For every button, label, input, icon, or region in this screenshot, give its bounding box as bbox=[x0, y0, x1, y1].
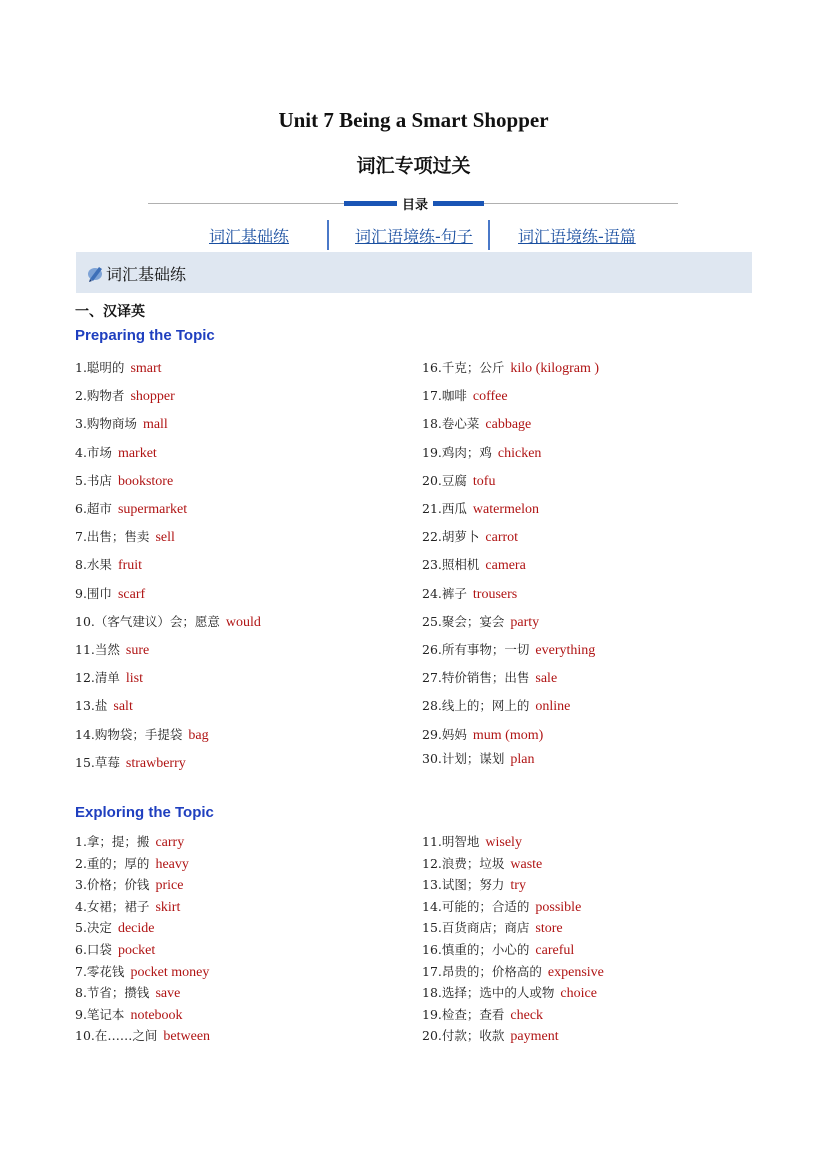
vocab-english-answer: bookstore bbox=[117, 473, 174, 489]
vocab-chinese: 16.慎重的；小心的 bbox=[422, 942, 530, 957]
vocab-english-answer: expensive bbox=[547, 964, 604, 980]
vocab-english-answer: mall bbox=[142, 417, 168, 433]
vocab-chinese: 30.计划；谋划 bbox=[422, 750, 505, 766]
vocab-english-answer: supermarket bbox=[117, 502, 188, 517]
vocab-chinese: 24.裤子 bbox=[422, 585, 467, 601]
vocab-english-answer: camera bbox=[485, 558, 526, 574]
vocab-chinese: 23.照相机 bbox=[422, 557, 480, 573]
vocab-english-answer: careful bbox=[535, 943, 575, 958]
vocab-english-answer: scarf bbox=[117, 586, 146, 602]
vocab-item bbox=[422, 529, 518, 546]
vocab-chinese: 20.付款；收款 bbox=[422, 1028, 505, 1044]
vocab-chinese: 1.拿；提；搬 bbox=[75, 834, 150, 849]
vocab-english-answer: between bbox=[163, 1029, 211, 1045]
vocab-english-answer: chicken bbox=[497, 445, 542, 461]
part-title: 一、汉译英 bbox=[75, 304, 145, 320]
vocab-item bbox=[422, 416, 531, 433]
vocab-item bbox=[422, 557, 526, 574]
vocab-english-answer: list bbox=[125, 671, 144, 687]
vocab-english-answer: possible bbox=[535, 899, 582, 915]
vocab-item bbox=[422, 698, 570, 715]
vocab-english-answer: save bbox=[155, 986, 181, 1002]
vocab-item bbox=[422, 856, 542, 873]
pen-icon bbox=[86, 264, 104, 286]
vocab-english-answer: trousers bbox=[472, 586, 518, 602]
vocab-english-answer: wisely bbox=[485, 835, 522, 850]
vocab-chinese: 1.聪明的 bbox=[75, 360, 125, 375]
vocab-item bbox=[422, 964, 604, 981]
vocab-item bbox=[422, 388, 508, 405]
vocab-chinese: 4.市场 bbox=[75, 444, 112, 460]
toc-separator bbox=[327, 220, 329, 250]
page-subtitle: 词汇专项过关 bbox=[356, 155, 471, 177]
vocab-item bbox=[422, 670, 557, 687]
vocab-item bbox=[422, 985, 597, 1002]
vocab-chinese: 6.超市 bbox=[75, 501, 112, 516]
vocab-chinese: 5.书店 bbox=[75, 472, 112, 488]
vocab-item bbox=[422, 642, 595, 659]
vocab-chinese: 15.百货商店；商店 bbox=[422, 920, 530, 936]
vocab-item bbox=[75, 501, 187, 518]
vocab-chinese: 7.出售；售卖 bbox=[75, 529, 150, 545]
vocab-chinese: 10.在……之间 bbox=[75, 1028, 158, 1044]
section-header bbox=[76, 252, 752, 293]
vocab-chinese: 17.昂贵的；价格高的 bbox=[422, 963, 542, 979]
vocab-english-answer: everything bbox=[535, 643, 596, 658]
vocab-item bbox=[75, 642, 149, 659]
vocab-item bbox=[75, 557, 142, 574]
vocab-item bbox=[75, 529, 175, 546]
vocab-english-answer: pocket bbox=[117, 943, 156, 958]
vocab-english-answer: store bbox=[535, 921, 563, 937]
vocab-english-answer: try bbox=[510, 878, 526, 894]
vocab-chinese: 11.明智地 bbox=[422, 834, 480, 849]
vocab-english-answer: smart bbox=[130, 361, 162, 376]
vocab-item bbox=[75, 388, 175, 405]
vocab-chinese: 9.笔记本 bbox=[75, 1006, 125, 1022]
vocab-english-answer: payment bbox=[510, 1029, 559, 1045]
vocab-english-answer: bag bbox=[188, 727, 209, 743]
vocab-chinese: 3.购物商场 bbox=[75, 416, 137, 432]
vocab-chinese: 2.重的；厚的 bbox=[75, 855, 150, 871]
vocab-item bbox=[75, 964, 209, 981]
vocab-chinese: 10.（客气建议）会；愿意 bbox=[75, 613, 220, 629]
vocab-chinese: 13.试图；努力 bbox=[422, 877, 505, 893]
vocab-item bbox=[75, 698, 133, 715]
vocab-chinese: 28.线上的；网上的 bbox=[422, 698, 530, 714]
vocab-chinese: 20.豆腐 bbox=[422, 472, 467, 488]
vocab-item bbox=[75, 985, 180, 1002]
vocab-english-answer: market bbox=[117, 445, 157, 461]
vocab-english-answer: sell bbox=[155, 530, 175, 546]
vocab-english-answer: salt bbox=[113, 699, 133, 715]
vocab-chinese: 25.聚会；宴会 bbox=[422, 613, 505, 629]
vocab-chinese: 14.可能的；合适的 bbox=[422, 898, 530, 914]
vocab-item bbox=[422, 751, 535, 768]
vocab-item bbox=[75, 416, 168, 433]
vocab-item bbox=[422, 586, 517, 603]
vocab-english-answer: fruit bbox=[117, 558, 143, 574]
vocab-english-answer: check bbox=[510, 1007, 544, 1023]
vocab-chinese: 16.千克；公斤 bbox=[422, 360, 505, 375]
vocab-chinese: 21.西瓜 bbox=[422, 501, 467, 516]
section-title: 词汇基础练 bbox=[106, 265, 187, 284]
vocab-english-answer: sure bbox=[125, 643, 150, 658]
vocab-item bbox=[75, 877, 183, 894]
vocab-english-answer: strawberry bbox=[125, 755, 186, 771]
vocab-item bbox=[75, 360, 162, 377]
vocab-item bbox=[422, 501, 539, 518]
vocab-item bbox=[75, 614, 261, 631]
vocab-english-answer: carrot bbox=[485, 530, 519, 546]
vocab-chinese: 27.特价销售；出售 bbox=[422, 670, 530, 686]
vocab-chinese: 18.选择；选中的人或物 bbox=[422, 985, 555, 1001]
vocab-item bbox=[75, 899, 180, 916]
toc-link-sentence[interactable]: 词汇语境练-句子 bbox=[355, 227, 473, 246]
vocab-chinese: 2.购物者 bbox=[75, 388, 125, 404]
topic-heading: Preparing the Topic bbox=[75, 327, 215, 344]
vocab-english-answer: price bbox=[155, 878, 184, 894]
page-title: Unit 7 Being a Smart Shopper bbox=[278, 108, 549, 132]
vocab-item bbox=[422, 942, 574, 959]
vocab-item bbox=[422, 727, 543, 744]
toc-accent-bar-right bbox=[429, 201, 484, 206]
vocab-english-answer: notebook bbox=[130, 1007, 183, 1023]
toc-link-passage[interactable]: 词汇语境练-语篇 bbox=[518, 227, 636, 246]
vocab-english-answer: cabbage bbox=[485, 417, 532, 433]
vocab-item bbox=[422, 920, 563, 937]
vocab-item bbox=[75, 942, 155, 959]
vocab-chinese: 17.咖啡 bbox=[422, 388, 467, 404]
vocab-chinese: 14.购物袋；手提袋 bbox=[75, 726, 183, 742]
vocab-english-answer: kilo (kilogram ) bbox=[510, 361, 600, 376]
vocab-chinese: 8.水果 bbox=[75, 557, 112, 573]
vocab-chinese: 12.清单 bbox=[75, 670, 120, 686]
vocab-item bbox=[75, 834, 184, 851]
vocab-item bbox=[75, 473, 173, 490]
vocab-chinese: 8.节省；攒钱 bbox=[75, 985, 150, 1001]
vocab-item bbox=[422, 1028, 559, 1045]
toc-label: 目录 bbox=[397, 194, 433, 213]
vocab-chinese: 18.卷心菜 bbox=[422, 416, 480, 432]
vocab-english-answer: sale bbox=[535, 671, 558, 687]
vocab-item bbox=[75, 670, 143, 687]
vocab-chinese: 13.盐 bbox=[75, 698, 108, 714]
vocab-item bbox=[422, 445, 541, 462]
vocab-item bbox=[422, 877, 526, 894]
vocab-item bbox=[75, 445, 157, 462]
vocab-chinese: 19.鸡肉；鸡 bbox=[422, 444, 492, 460]
vocab-item bbox=[422, 834, 522, 851]
vocab-item bbox=[75, 755, 186, 772]
vocab-chinese: 4.女裙；裙子 bbox=[75, 898, 150, 914]
vocab-chinese: 26.所有事物；一切 bbox=[422, 642, 530, 657]
vocab-item bbox=[422, 473, 495, 490]
toc-link-basic[interactable]: 词汇基础练 bbox=[209, 227, 290, 246]
vocab-item bbox=[75, 586, 145, 603]
vocab-chinese: 22.胡萝卜 bbox=[422, 529, 480, 545]
vocab-chinese: 9.围巾 bbox=[75, 585, 112, 601]
vocab-chinese: 5.决定 bbox=[75, 920, 112, 936]
vocab-item bbox=[75, 727, 209, 744]
vocab-item bbox=[422, 614, 539, 631]
vocab-chinese: 15.草莓 bbox=[75, 754, 120, 770]
vocab-item bbox=[75, 856, 189, 873]
vocab-chinese: 19.检查；查看 bbox=[422, 1006, 505, 1022]
vocab-english-answer: waste bbox=[510, 856, 543, 872]
toc-accent-bar-left bbox=[344, 201, 401, 206]
vocab-chinese: 7.零花钱 bbox=[75, 963, 125, 979]
vocab-chinese: 3.价格；价钱 bbox=[75, 877, 150, 893]
vocab-english-answer: skirt bbox=[155, 899, 181, 915]
vocab-english-answer: heavy bbox=[155, 856, 189, 872]
vocab-chinese: 11.当然 bbox=[75, 642, 120, 657]
vocab-english-answer: carry bbox=[155, 835, 185, 850]
topic-heading: Exploring the Topic bbox=[75, 804, 214, 821]
vocab-english-answer: shopper bbox=[130, 389, 175, 405]
vocab-english-answer: plan bbox=[510, 751, 535, 767]
vocab-item bbox=[75, 1007, 183, 1024]
vocab-item bbox=[422, 360, 599, 377]
vocab-chinese: 29.妈妈 bbox=[422, 726, 467, 742]
vocab-item bbox=[422, 899, 581, 916]
vocab-english-answer: party bbox=[510, 614, 540, 630]
vocab-chinese: 6.口袋 bbox=[75, 942, 112, 957]
vocab-english-answer: watermelon bbox=[472, 502, 539, 517]
vocab-english-answer: would bbox=[225, 614, 261, 630]
vocab-english-answer: coffee bbox=[472, 389, 508, 405]
vocab-english-answer: decide bbox=[117, 921, 155, 937]
vocab-item bbox=[75, 1028, 210, 1045]
vocab-english-answer: mum (mom) bbox=[472, 727, 544, 743]
vocab-english-answer: pocket money bbox=[130, 964, 210, 980]
vocab-english-answer: choice bbox=[560, 986, 597, 1002]
vocab-item bbox=[422, 1007, 543, 1024]
vocab-english-answer: tofu bbox=[472, 473, 496, 489]
toc-separator bbox=[488, 220, 490, 250]
vocab-english-answer: online bbox=[535, 699, 571, 715]
vocab-item bbox=[75, 920, 154, 937]
vocab-chinese: 12.浪费；垃圾 bbox=[422, 855, 505, 871]
